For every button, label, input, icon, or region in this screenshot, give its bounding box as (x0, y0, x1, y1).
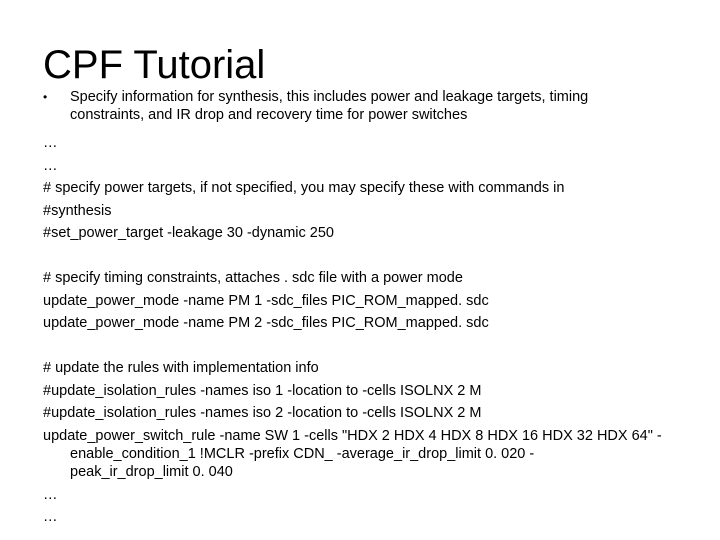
command-line: update_power_mode -name PM 1 -sdc_files PIC_ROM_mapped. sdc (43, 292, 489, 309)
switch-rule-line-1: update_power_switch_rule -name SW 1 -cells "HDX 2 HDX 4 HDX 8 HDX 16 HDX 32 HDX 64" - (43, 427, 662, 444)
ellipsis-line: … (43, 135, 58, 151)
comment-line: #synthesis (43, 202, 112, 219)
bullet-text: Specify information for synthesis, this includes power and leakage targets, timing constraints, and IR drop and recovery time for power switches (70, 89, 589, 123)
switch-rule-line-3: peak_ir_drop_limit 0. 040 (70, 463, 233, 480)
ellipsis-line: … (43, 509, 58, 525)
blank-line (43, 245, 683, 268)
comment-line: #update_isolation_rules -names iso 1 -location to -cells ISOLNX 2 M (43, 382, 482, 399)
switch-rule-line-2: enable_condition_1 !MCLR -prefix CDN_ -average_ir_drop_limit 0. 020 - (70, 445, 535, 462)
power-switch-rule (43, 425, 683, 484)
bullet-item (43, 88, 663, 124)
ellipsis-line: … (43, 486, 58, 503)
blank-line (43, 335, 683, 358)
code-block (43, 132, 683, 529)
comment-line: #set_power_target -leakage 30 -dynamic 250 (43, 225, 334, 241)
ellipsis-line: … (43, 157, 58, 174)
slide-title: CPF Tutorial (43, 43, 266, 87)
command-line: update_power_mode -name PM 2 -sdc_files PIC_ROM_mapped. sdc (43, 315, 489, 331)
bullet-marker: • (43, 90, 48, 104)
comment-line: # specify timing constraints, attaches . sdc file with a power mode (43, 270, 463, 286)
comment-line: # specify power targets, if not specified, you may specify these with commands in (43, 180, 565, 196)
comment-line: # update the rules with implementation info (43, 360, 319, 376)
comment-line: #update_isolation_rules -names iso 2 -location to -cells ISOLNX 2 M (43, 405, 482, 421)
